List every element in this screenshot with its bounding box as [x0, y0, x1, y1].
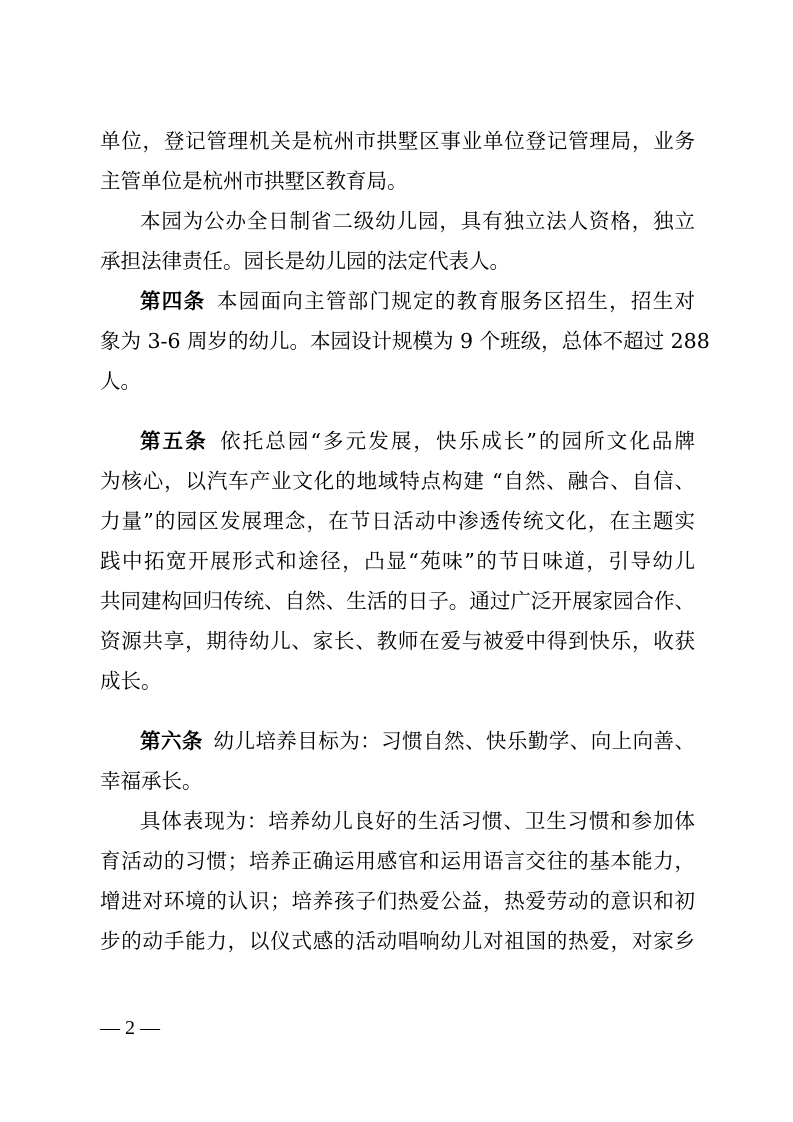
text-span: 本园面向主管部门规定的教育服务区招生，招生对	[215, 289, 696, 313]
article-4-first-line	[140, 287, 695, 315]
article-heading: 第五条	[140, 429, 208, 453]
text-line: 本园为公办全日制省二级幼儿园，具有独立法人资格，独立	[140, 209, 695, 233]
text-line: 成长。	[100, 669, 162, 693]
text-line: 步的动手能力，以仪式感的活动唱响幼儿对祖国的热爱，对家乡	[100, 929, 695, 953]
text-line: 践中拓宽开展形式和途径，凸显“苑味”的节日味道，引导幼儿	[100, 549, 695, 573]
article-6-first-line	[140, 727, 695, 755]
text-line: 主管单位是杭州市拱墅区教育局。	[100, 169, 408, 193]
text-line: 资源共享，期待幼儿、家长、教师在爱与被爱中得到快乐，收获	[100, 629, 695, 653]
text-line: 承担法律责任。园长是幼儿园的法定代表人。	[100, 249, 510, 273]
text-line: 育活动的习惯；培养正确运用感官和运用语言交往的基本能力，	[100, 849, 695, 873]
text-line: 具体表现为：培养幼儿良好的生活习惯、卫生习惯和参加体	[140, 809, 695, 833]
text-span: 依托总园“多元发展，快乐成长”的园所文化品牌	[218, 429, 695, 453]
page-number: — 2 —	[100, 1017, 160, 1039]
text-line: 共同建构回归传统、自然、生活的日子。通过广泛开展家园合作、	[100, 589, 695, 613]
text-span	[208, 429, 218, 453]
text-line: 力量”的园区发展理念，在节日活动中渗透传统文化，在主题实	[100, 509, 695, 533]
text-line: 象为 3-6 周岁的幼儿。本园设计规模为 9 个班级，总体不超过 288	[100, 329, 710, 353]
text-span	[203, 729, 213, 753]
text-span	[205, 289, 215, 313]
article-heading: 第四条	[140, 289, 206, 313]
article-5-first-line	[140, 427, 695, 455]
article-heading: 第六条	[140, 729, 203, 753]
text-line: 单位，登记管理机关是杭州市拱墅区事业单位登记管理局，业务	[100, 129, 695, 153]
text-line: 为核心，以汽车产业文化的地域特点构建 “自然、融合、自信、	[100, 469, 695, 493]
text-line: 人。	[100, 369, 141, 393]
text-span: 幼儿培养目标为：习惯自然、快乐勤学、向上向善、	[213, 729, 696, 753]
text-line: 增进对环境的认识；培养孩子们热爱公益，热爱劳动的意识和初	[100, 889, 695, 913]
text-line: 幸福承长。	[100, 769, 203, 793]
